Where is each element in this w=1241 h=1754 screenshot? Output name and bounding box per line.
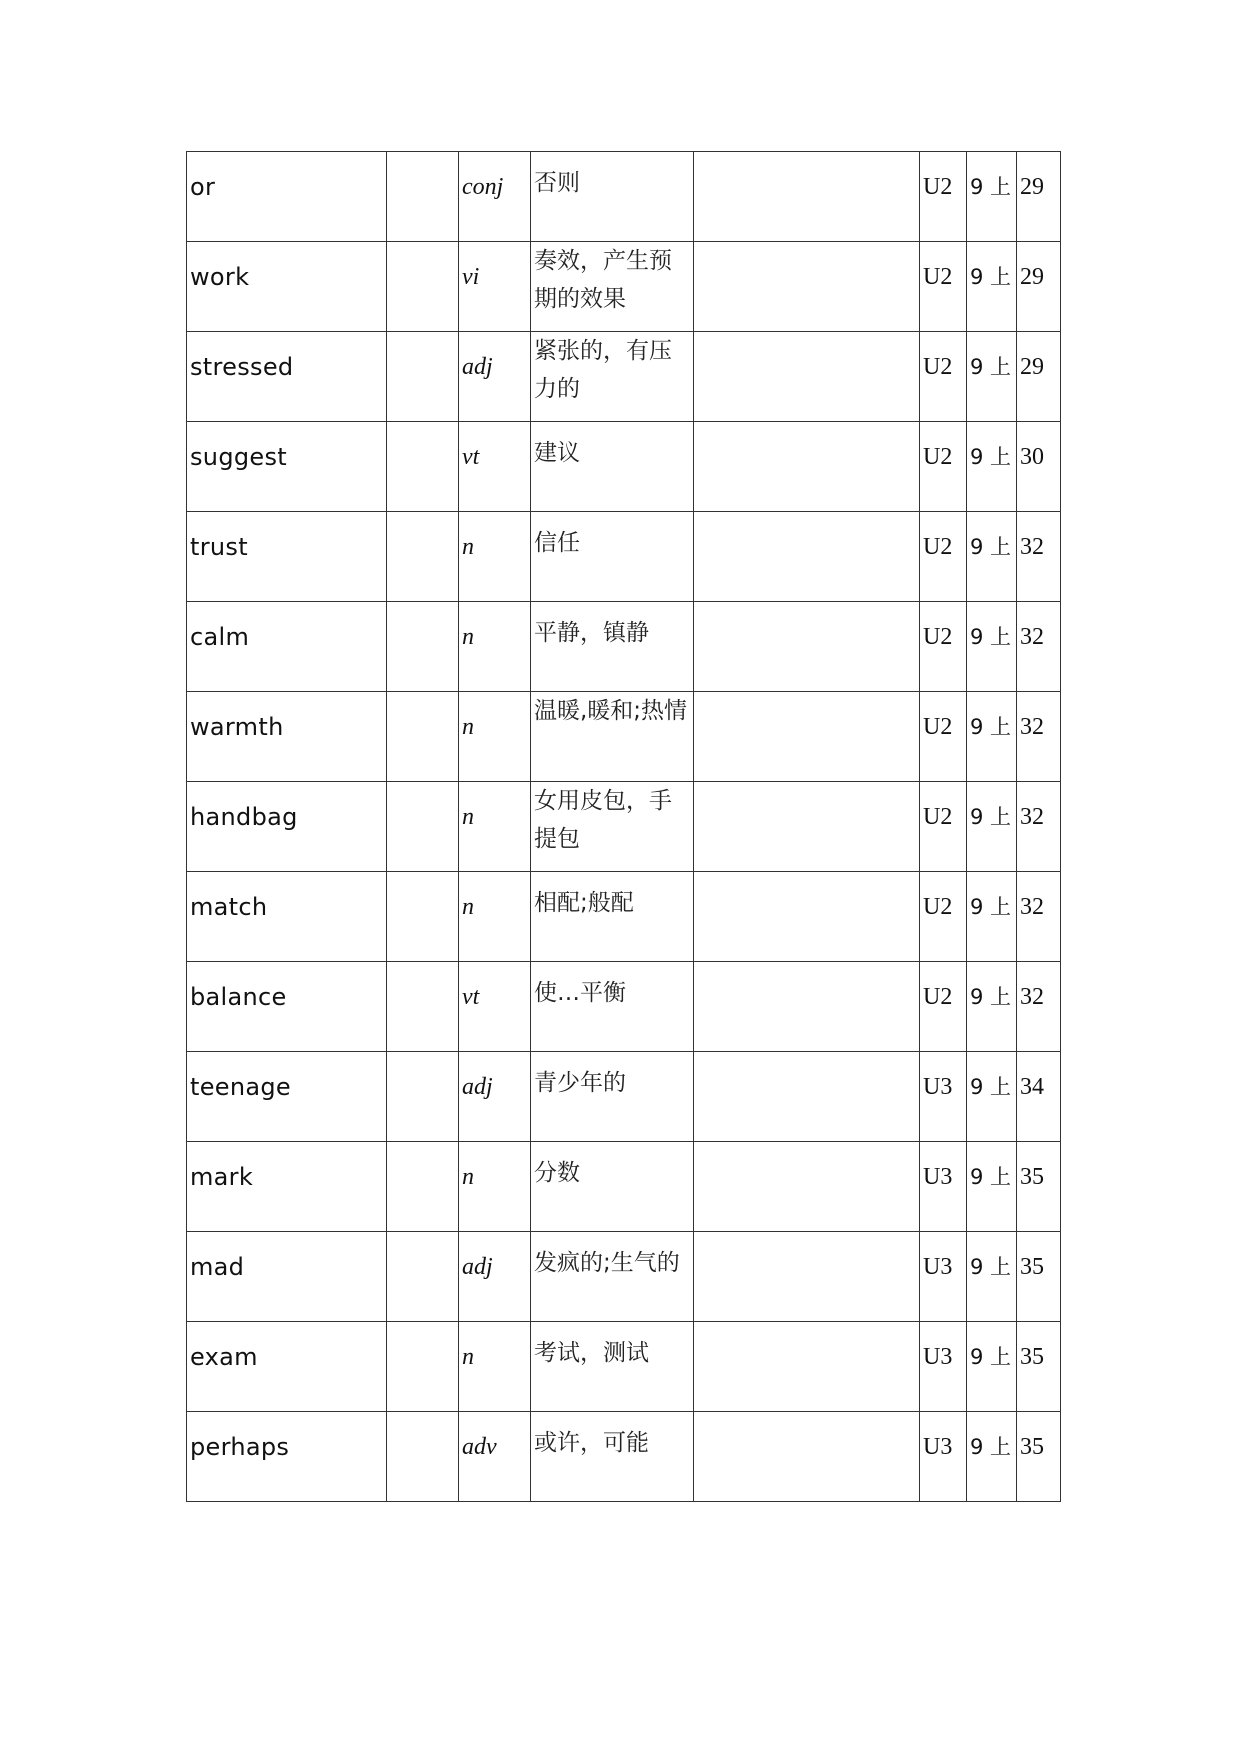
part-of-speech-text: n [462,1164,474,1190]
part-of-speech-text: n [462,894,474,920]
blank-cell [387,1412,459,1502]
meaning-cell [531,242,694,332]
word-cell [187,512,387,602]
part-of-speech-cell [459,242,531,332]
notes-cell [694,1412,920,1502]
page-text: 34 [1020,1074,1044,1100]
meaning-cell [531,1322,694,1412]
blank-cell [387,152,459,242]
meaning-text: 温暖,暖和;热情 [534,698,688,724]
part-of-speech-cell [459,602,531,692]
book-text: 9 上 [970,445,1012,469]
word-text: teenage [190,1073,291,1101]
meaning-cell [531,1052,694,1142]
part-of-speech-cell [459,512,531,602]
table-row [187,962,1061,1052]
blank-cell [387,1232,459,1322]
meaning-cell [531,602,694,692]
meaning-cell [531,422,694,512]
notes-cell [694,332,920,422]
book-cell [967,1142,1017,1232]
part-of-speech-text: vi [462,264,480,290]
word-text: handbag [190,803,298,831]
book-cell [967,1052,1017,1142]
part-of-speech-text: adj [462,354,493,380]
meaning-text: 或许，可能 [534,1430,649,1456]
word-text: mark [190,1163,254,1191]
word-text: suggest [190,443,287,471]
meaning-text: 紧张的，有压力的 [534,338,672,402]
meaning-text: 分数 [534,1160,580,1186]
book-cell [967,332,1017,422]
page-text: 30 [1020,444,1044,470]
meaning-cell [531,692,694,782]
meaning-cell [531,782,694,872]
blank-cell [387,1052,459,1142]
unit-cell [920,1232,967,1322]
word-text: balance [190,983,287,1011]
word-cell [187,1232,387,1322]
blank-cell [387,692,459,782]
part-of-speech-text: vt [462,444,480,470]
page-cell [1017,602,1061,692]
book-text: 9 上 [970,1255,1012,1279]
page-text: 35 [1020,1254,1044,1280]
part-of-speech-cell [459,332,531,422]
book-text: 9 上 [970,805,1012,829]
meaning-text: 使…平衡 [534,980,626,1006]
notes-cell [694,1142,920,1232]
part-of-speech-text: conj [462,174,504,200]
unit-cell [920,1142,967,1232]
meaning-cell [531,962,694,1052]
page-text: 32 [1020,624,1044,650]
word-cell [187,602,387,692]
unit-text: U2 [923,174,953,200]
unit-text: U2 [923,534,953,560]
table-row [187,1322,1061,1412]
table-row [187,422,1061,512]
table-row [187,782,1061,872]
notes-cell [694,692,920,782]
part-of-speech-cell [459,1232,531,1322]
notes-cell [694,602,920,692]
unit-text: U2 [923,264,953,290]
word-cell [187,1412,387,1502]
book-text: 9 上 [970,355,1012,379]
book-cell [967,692,1017,782]
table-row [187,332,1061,422]
page-text: 35 [1020,1434,1044,1460]
part-of-speech-cell [459,962,531,1052]
page-text: 29 [1020,264,1044,290]
word-cell [187,872,387,962]
blank-cell [387,782,459,872]
word-cell [187,962,387,1052]
part-of-speech-cell [459,872,531,962]
unit-cell [920,872,967,962]
table-row [187,872,1061,962]
part-of-speech-cell [459,1052,531,1142]
meaning-text: 考试，测试 [534,1340,649,1366]
table-row [187,1052,1061,1142]
book-cell [967,512,1017,602]
unit-text: U3 [923,1344,953,1370]
page-text: 32 [1020,804,1044,830]
page-text: 32 [1020,534,1044,560]
notes-cell [694,512,920,602]
unit-text: U2 [923,894,953,920]
page-cell [1017,242,1061,332]
page-cell [1017,152,1061,242]
book-text: 9 上 [970,1165,1012,1189]
book-cell [967,1412,1017,1502]
unit-cell [920,692,967,782]
notes-cell [694,1232,920,1322]
word-cell [187,1142,387,1232]
book-text: 9 上 [970,175,1012,199]
book-text: 9 上 [970,715,1012,739]
book-cell [967,962,1017,1052]
book-text: 9 上 [970,1345,1012,1369]
meaning-text: 青少年的 [534,1070,626,1096]
meaning-text: 女用皮包，手提包 [534,788,672,852]
part-of-speech-text: n [462,1344,474,1370]
part-of-speech-text: n [462,624,474,650]
table-row [187,1232,1061,1322]
meaning-cell [531,512,694,602]
page-text: 29 [1020,354,1044,380]
notes-cell [694,152,920,242]
page-text: 32 [1020,984,1044,1010]
book-cell [967,242,1017,332]
word-cell [187,152,387,242]
word-cell [187,1322,387,1412]
unit-cell [920,782,967,872]
book-cell [967,422,1017,512]
table-row [187,512,1061,602]
page-text: 35 [1020,1164,1044,1190]
page-text: 32 [1020,894,1044,920]
meaning-text: 否则 [534,170,580,196]
table-row [187,242,1061,332]
blank-cell [387,422,459,512]
part-of-speech-text: n [462,714,474,740]
word-text: match [190,893,268,921]
book-text: 9 上 [970,1075,1012,1099]
notes-cell [694,872,920,962]
unit-text: U3 [923,1254,953,1280]
word-text: or [190,173,216,201]
word-text: calm [190,623,250,651]
table-row [187,152,1061,242]
word-text: exam [190,1343,258,1371]
page-cell [1017,692,1061,782]
page-cell [1017,782,1061,872]
notes-cell [694,782,920,872]
unit-text: U2 [923,354,953,380]
book-text: 9 上 [970,895,1012,919]
notes-cell [694,1052,920,1142]
meaning-cell [531,152,694,242]
unit-cell [920,1412,967,1502]
blank-cell [387,962,459,1052]
page-text: 32 [1020,714,1044,740]
page-text: 29 [1020,174,1044,200]
meaning-text: 相配;般配 [534,890,634,916]
page-cell [1017,872,1061,962]
part-of-speech-text: adj [462,1074,493,1100]
unit-cell [920,422,967,512]
part-of-speech-cell [459,692,531,782]
unit-text: U2 [923,984,953,1010]
part-of-speech-cell [459,1142,531,1232]
book-cell [967,782,1017,872]
word-cell [187,692,387,782]
part-of-speech-text: adv [462,1434,497,1460]
part-of-speech-text: vt [462,984,480,1010]
meaning-cell [531,332,694,422]
book-text: 9 上 [970,985,1012,1009]
unit-text: U3 [923,1164,953,1190]
word-cell [187,332,387,422]
word-text: perhaps [190,1433,290,1461]
meaning-text: 信任 [534,530,580,556]
notes-cell [694,242,920,332]
page-cell [1017,962,1061,1052]
part-of-speech-cell [459,152,531,242]
vocabulary-table [186,151,1061,1502]
vocabulary-table-body [187,152,1061,1502]
meaning-cell [531,1232,694,1322]
word-cell [187,782,387,872]
unit-text: U3 [923,1074,953,1100]
page-cell [1017,1142,1061,1232]
meaning-text: 奏效，产生预期的效果 [534,248,672,312]
book-cell [967,1322,1017,1412]
unit-cell [920,1052,967,1142]
part-of-speech-cell [459,1412,531,1502]
table-row [187,602,1061,692]
unit-text: U2 [923,804,953,830]
unit-cell [920,242,967,332]
book-cell [967,1232,1017,1322]
meaning-text: 建议 [534,440,580,466]
unit-cell [920,332,967,422]
part-of-speech-cell [459,782,531,872]
blank-cell [387,872,459,962]
meaning-cell [531,1142,694,1232]
notes-cell [694,1322,920,1412]
meaning-text: 发疯的;生气的 [534,1250,680,1276]
word-cell [187,242,387,332]
page-cell [1017,512,1061,602]
meaning-cell [531,872,694,962]
part-of-speech-text: adj [462,1254,493,1280]
notes-cell [694,962,920,1052]
book-text: 9 上 [970,535,1012,559]
book-text: 9 上 [970,265,1012,289]
blank-cell [387,1142,459,1232]
unit-text: U2 [923,714,953,740]
meaning-text: 平静，镇静 [534,620,649,646]
blank-cell [387,332,459,422]
part-of-speech-cell [459,422,531,512]
table-row [187,692,1061,782]
meaning-cell [531,1412,694,1502]
word-text: trust [190,533,248,561]
blank-cell [387,512,459,602]
book-cell [967,602,1017,692]
page-cell [1017,1232,1061,1322]
book-text: 9 上 [970,1435,1012,1459]
word-text: stressed [190,353,294,381]
page-cell [1017,1052,1061,1142]
blank-cell [387,242,459,332]
page-text: 35 [1020,1344,1044,1370]
unit-text: U2 [923,444,953,470]
blank-cell [387,1322,459,1412]
unit-cell [920,152,967,242]
word-text: mad [190,1253,245,1281]
unit-text: U3 [923,1434,953,1460]
word-cell [187,422,387,512]
table-row [187,1142,1061,1232]
page-cell [1017,332,1061,422]
unit-text: U2 [923,624,953,650]
unit-cell [920,1322,967,1412]
word-cell [187,1052,387,1142]
blank-cell [387,602,459,692]
word-text: work [190,263,250,291]
word-text: warmth [190,713,284,741]
unit-cell [920,962,967,1052]
unit-cell [920,602,967,692]
book-text: 9 上 [970,625,1012,649]
unit-cell [920,512,967,602]
part-of-speech-text: n [462,534,474,560]
notes-cell [694,422,920,512]
page-cell [1017,422,1061,512]
part-of-speech-text: n [462,804,474,830]
page-cell [1017,1412,1061,1502]
page-cell [1017,1322,1061,1412]
book-cell [967,152,1017,242]
book-cell [967,872,1017,962]
part-of-speech-cell [459,1322,531,1412]
table-row [187,1412,1061,1502]
